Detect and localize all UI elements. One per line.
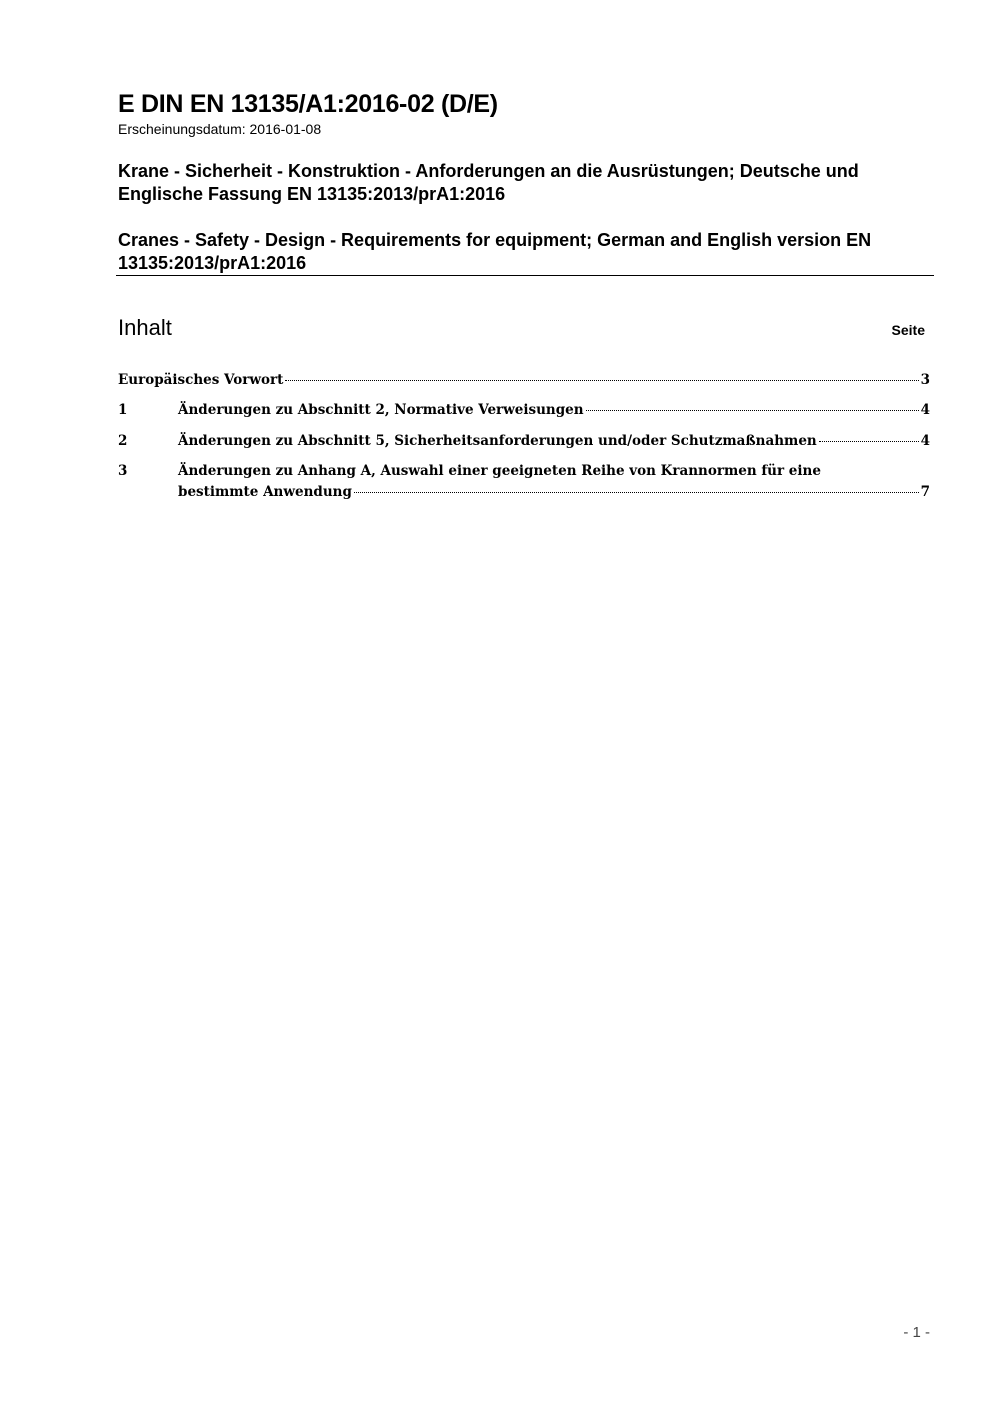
toc-heading: Inhalt	[118, 315, 172, 340]
toc-entry-text-continued: bestimmte Anwendung	[178, 484, 352, 500]
toc-entry-section-2[interactable]	[118, 431, 930, 452]
toc-entry-text: Änderungen zu Abschnitt 5, Sicherheitsanforderungen und/oder Schutzmaßnahmen	[178, 433, 817, 449]
toc-entry-page: 3	[920, 372, 930, 388]
page-number: - 1 -	[903, 1324, 930, 1341]
toc-leader-dots	[586, 410, 919, 411]
toc-leader-dots	[354, 492, 919, 493]
toc-entry-section-3[interactable]	[118, 461, 930, 503]
toc-entry-foreword[interactable]	[118, 370, 930, 391]
toc-entry-text: Änderungen zu Abschnitt 2, Normative Verweisungen	[178, 402, 584, 418]
title-english: Cranes - Safety - Design - Requirements for equipment; German and English version EN 13135:2013/prA1:2016	[118, 230, 872, 273]
toc-leader-dots	[819, 441, 919, 442]
toc-entry-page: 4	[920, 433, 930, 449]
toc-leader-dots	[285, 380, 918, 381]
document-title: E DIN EN 13135/A1:2016-02 (D/E)	[118, 90, 498, 118]
header-divider	[116, 275, 934, 276]
toc-entry-page: 4	[920, 402, 930, 418]
toc-entry-number: 3	[118, 463, 128, 479]
toc-entry-text: Änderungen zu Anhang A, Auswahl einer geeigneten Reihe von Krannormen für eine	[178, 463, 821, 479]
toc-page-label: Seite	[891, 322, 925, 338]
toc-entry-number: 2	[118, 433, 128, 449]
publication-date: Erscheinungsdatum: 2016-01-08	[118, 121, 322, 137]
toc-entry-section-1[interactable]	[118, 400, 930, 421]
toc-entry-number: 1	[118, 402, 128, 418]
toc-entry-text: Europäisches Vorwort	[118, 372, 284, 388]
toc-entry-page: 7	[920, 484, 930, 500]
title-german: Krane - Sicherheit - Konstruktion - Anforderungen an die Ausrüstungen; Deutsche und Englische Fassung EN 13135:2013/prA1:2016	[118, 161, 859, 204]
